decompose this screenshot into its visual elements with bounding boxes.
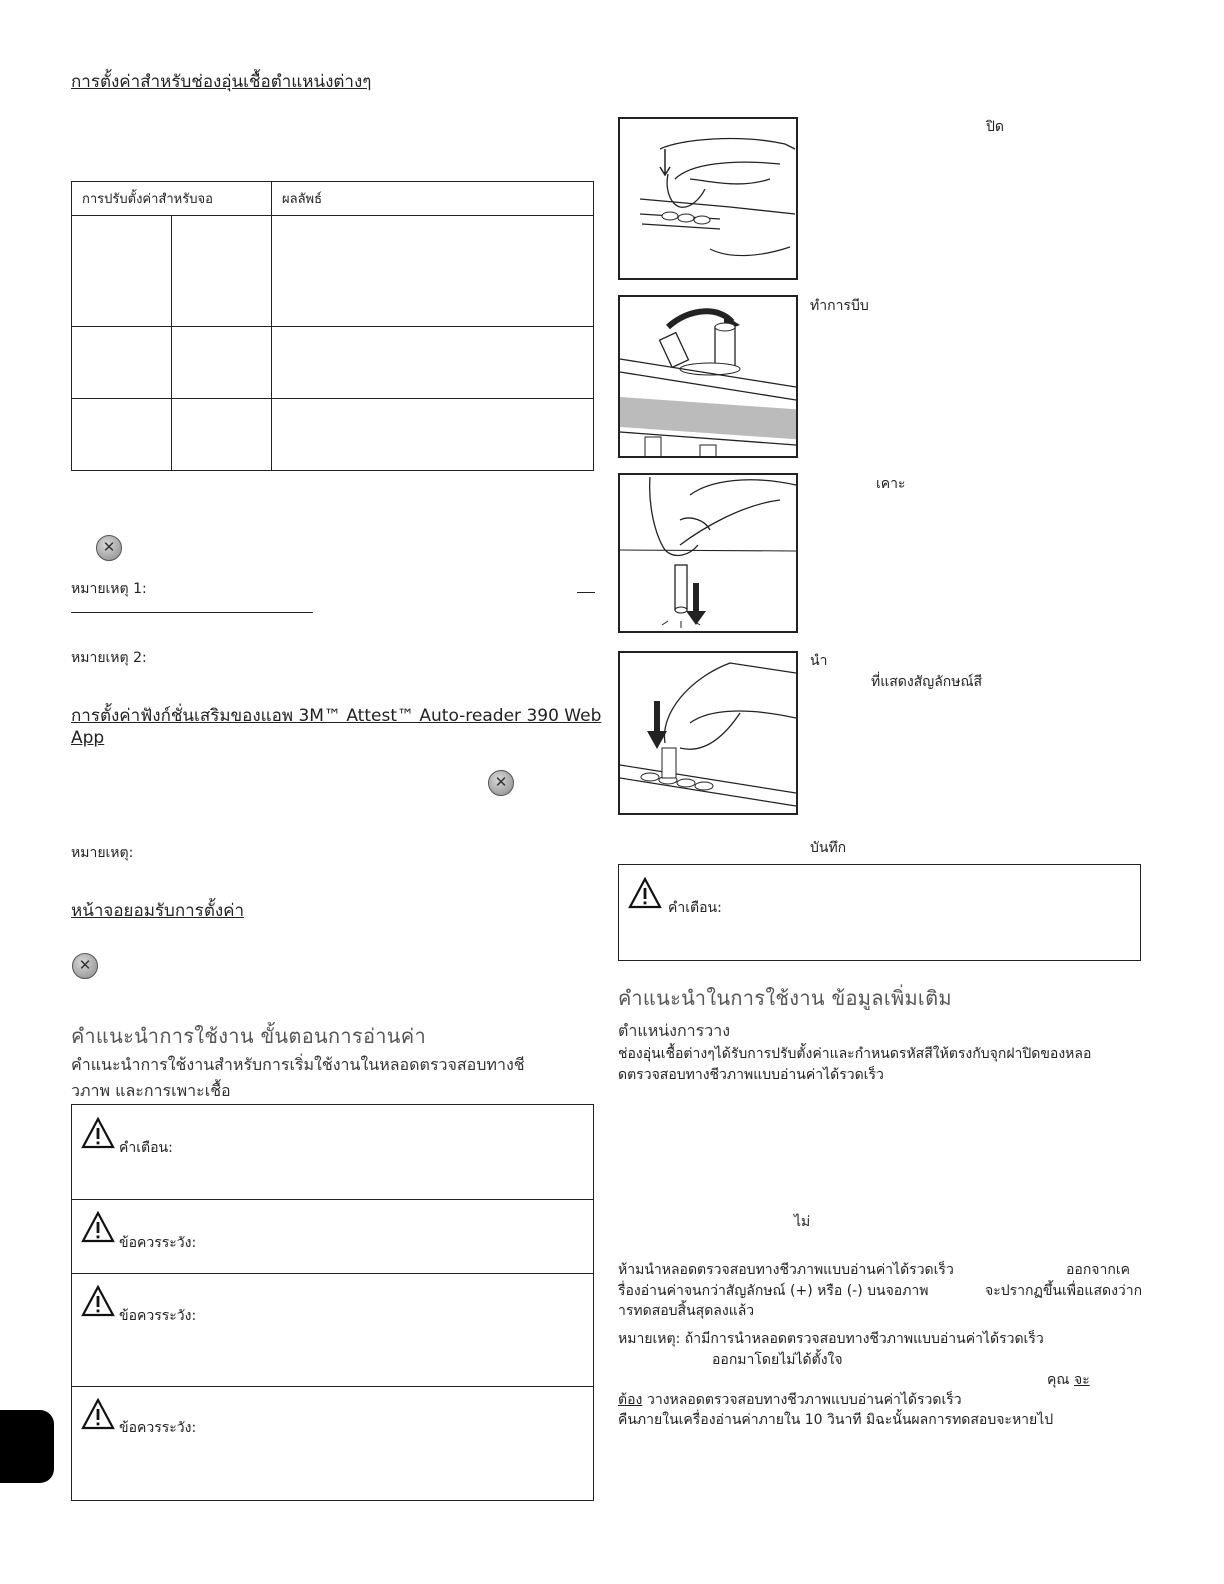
- settings-table: [71, 181, 594, 471]
- para2-line2a: รื่องอ่านค่าจนกว่าสัญลักษณ์ (+) หรือ (-) บนจอภาพ: [618, 1283, 929, 1299]
- crush-vial-illustration: [620, 297, 796, 456]
- para2-line1a: ห้ามนำหลอดตรวจสอบทางชีวภาพแบบอ่านค่าได้รวดเร็ว: [618, 1262, 954, 1278]
- table-header-setting: การปรับตั้งค่าสำหรับจอ: [72, 182, 272, 216]
- placement-para-line1: ช่องอุ่นเชื้อต่างๆได้รับการปรับตั้งค่าและกำหนดรหัสสีให้ตรงกับจุกฝาปิดของหลอ: [618, 1046, 1092, 1062]
- para3-line1: หมายเหตุ: ถ้ามีการนำหลอดตรวจสอบทางชีวภาพแบบอ่านค่าได้รวดเร็ว: [618, 1331, 1044, 1347]
- hand-press-cap-illustration: [620, 119, 796, 278]
- table-row: [72, 399, 594, 471]
- not-text: ไม่: [794, 1214, 811, 1230]
- page-side-tab: [0, 1410, 54, 1483]
- caution-label: ข้อควรระวัง:: [119, 1235, 197, 1251]
- para3-line3b: จะ: [1074, 1372, 1090, 1388]
- figure-tap: [618, 473, 798, 633]
- warning-triangle-icon: [81, 1117, 115, 1149]
- para3-line4b: วางหลอดตรวจสอบทางชีวภาพแบบอ่านค่าได้รวดเร็ว: [647, 1392, 962, 1408]
- para3-line4a: ต้อง: [618, 1392, 643, 1408]
- warning-triangle-icon: [81, 1398, 115, 1430]
- placement-subtitle: ตำแหน่งการวาง: [618, 1021, 731, 1040]
- figure-insert: [618, 651, 798, 815]
- warning-triangle-icon: [628, 877, 662, 909]
- note-3-label: หมายเหตุ:: [71, 845, 134, 861]
- para2-line1b: ออกจากเค: [1066, 1262, 1130, 1278]
- warning-label: คำเตือน:: [119, 1140, 173, 1156]
- divider: [72, 1386, 593, 1387]
- tap-vial-illustration: [620, 475, 796, 631]
- note-2-label: หมายเหตุ 2:: [71, 650, 147, 666]
- section-title-web-app-line1: การตั้งค่าฟังก์ชั่นเสริมของแอพ 3M™ Attest™ Auto-reader 390 Web: [71, 706, 602, 726]
- note-1-label: หมายเหตุ 1:: [71, 581, 147, 597]
- section-title-additional-info: คำแนะนำในการใช้งาน ข้อมูลเพิ่มเติม: [618, 986, 952, 1010]
- step-record-text: บันทึก: [810, 840, 847, 856]
- warning-box: [618, 864, 1141, 961]
- x-circle-icon: ✕: [488, 770, 514, 796]
- table-header-result: ผลลัพธ์: [272, 182, 594, 216]
- step-tap-text: เคาะ: [876, 476, 906, 492]
- caution-label: ข้อควรระวัง:: [119, 1420, 197, 1436]
- instructions-subtitle-line1: คำแนะนำการใช้งานสำหรับการเริ่มใช้งานในหลอดตรวจสอบทางชี: [71, 1055, 525, 1074]
- insert-vial-illustration: [620, 653, 796, 813]
- step-insert-text-line1: นำ: [810, 653, 828, 669]
- placement-para-line2: ดตรวจสอบทางชีวภาพแบบอ่านค่าได้รวดเร็ว: [618, 1067, 884, 1083]
- instructions-subtitle-line2: วภาพ และการเพาะเชื้อ: [71, 1081, 231, 1100]
- para2-line3: ารทดสอบสิ้นสุดลงแล้ว: [618, 1303, 755, 1319]
- divider: [72, 1273, 593, 1274]
- step-close-text: ปิด: [986, 119, 1004, 135]
- section-title-web-app-line2: App: [71, 728, 105, 748]
- warnings-panel: [71, 1104, 594, 1501]
- para3-line3a: คุณ: [1047, 1372, 1070, 1388]
- table-row: [72, 216, 594, 327]
- divider: [71, 612, 313, 613]
- step-insert-text-line2: ที่แสดงสัญลักษณ์สี: [871, 674, 983, 690]
- figure-close-cap: [618, 117, 798, 280]
- section-title-incubation-settings: การตั้งค่าสำหรับช่องอุ่นเชื้อตำแหน่งต่างๆ: [71, 72, 372, 92]
- warning-label: คำเตือน:: [668, 900, 722, 916]
- x-circle-icon: ✕: [72, 953, 98, 979]
- para3-line2: ออกมาโดยไม่ได้ตั้งใจ: [712, 1352, 843, 1368]
- caution-label: ข้อควรระวัง:: [119, 1308, 197, 1324]
- step-squeeze-text: ทำการบีบ: [810, 298, 869, 314]
- figure-squeeze: [618, 295, 798, 458]
- divider: [72, 1199, 593, 1200]
- para2-line2b: จะปรากฏขึ้นเพื่อแสดงว่าก: [985, 1283, 1143, 1299]
- para3-line5: คืนภายในเครื่องอ่านค่าภายใน 10 วินาที มิฉะนั้นผลการทดสอบจะหายไป: [618, 1412, 1054, 1428]
- table-row: [72, 327, 594, 399]
- warning-triangle-icon: [81, 1211, 115, 1243]
- section-title-instructions: คำแนะนำการใช้งาน ขั้นตอนการอ่านค่า: [71, 1024, 426, 1048]
- warning-triangle-icon: [81, 1285, 115, 1317]
- section-title-accept-screen: หน้าจอยอมรับการตั้งค่า: [71, 901, 245, 921]
- divider: [577, 592, 595, 593]
- x-circle-icon: ✕: [96, 535, 122, 561]
